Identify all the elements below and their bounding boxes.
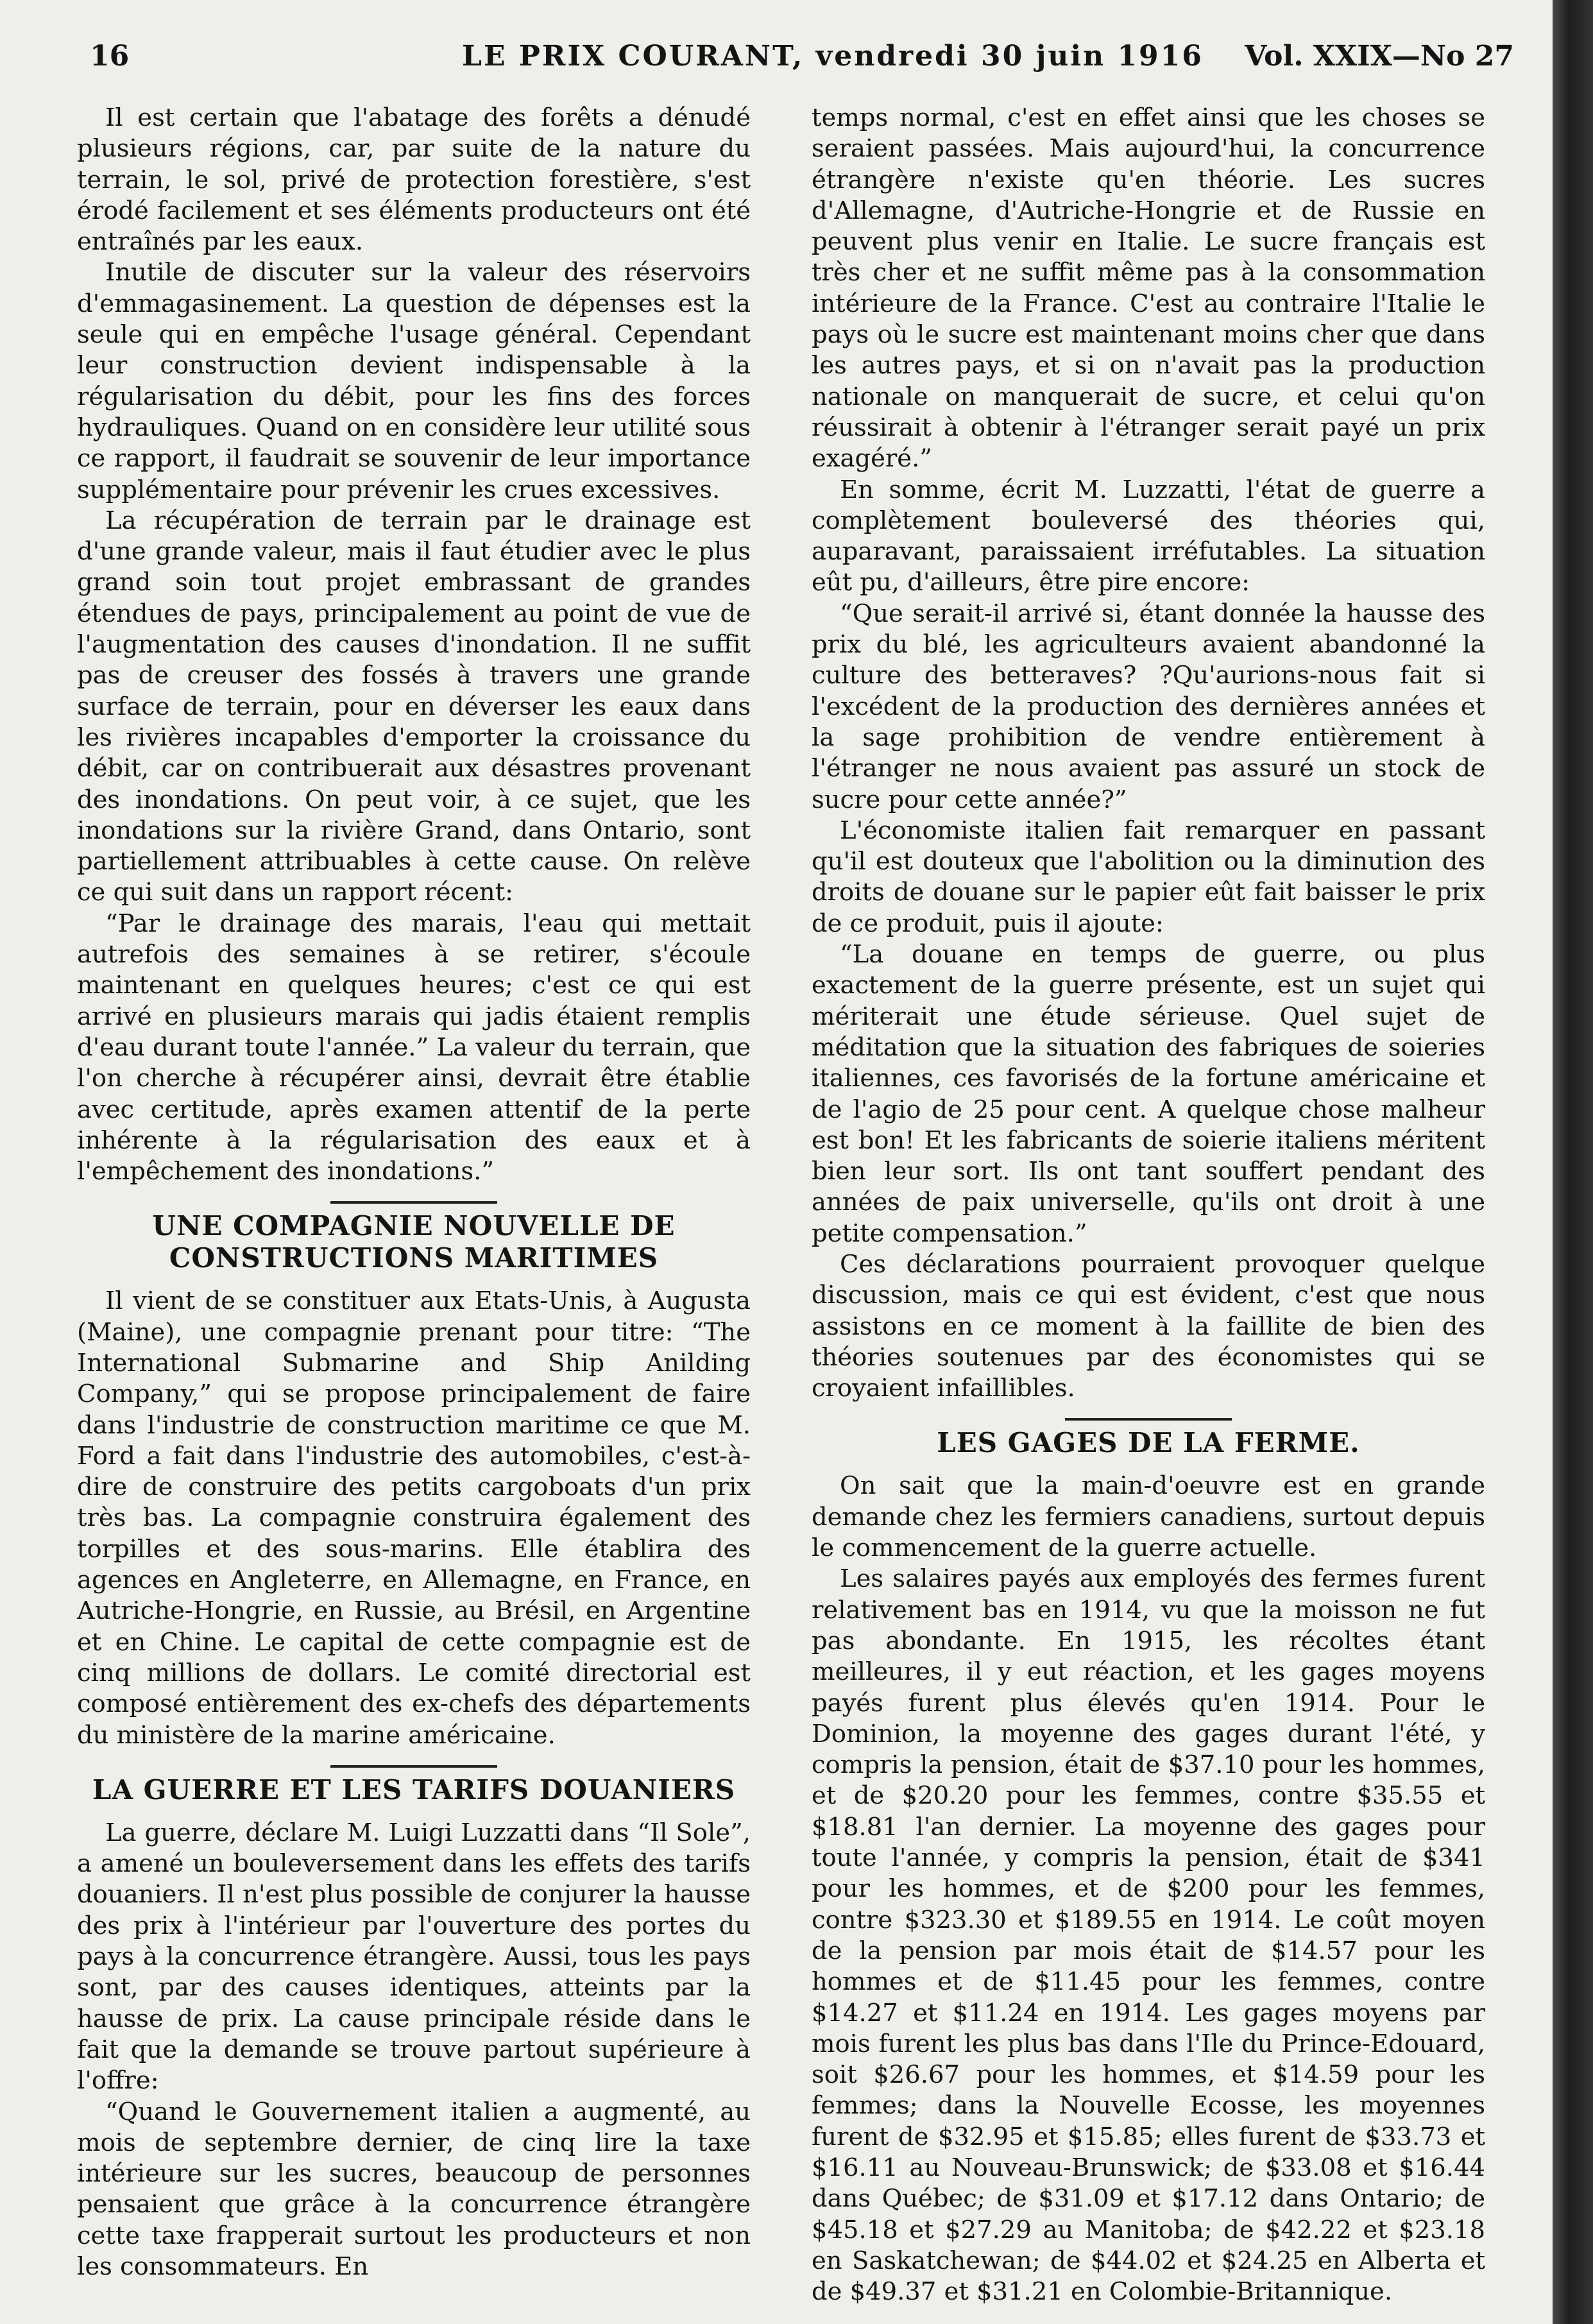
left-column bbox=[77, 103, 751, 2281]
paragraph: Inutile de discuter sur la valeur des réservoirs d'emmagasinement. La question de dépenses est la seule qui en empêche l'usage général. Cependant leur construction devient indispensable à la régularisation du débit, pour les fins des forces hydrauliques. Quand on en considère leur utilité sous ce rapport, il faudrait se souvenir de leur importance supplémentaire pour prévenir les crues excessives. bbox=[77, 258, 751, 504]
right-column bbox=[812, 103, 1485, 2307]
page-header bbox=[83, 40, 1521, 78]
publication-title: LE PRIX COURANT, vendredi 30 juin 1916 bbox=[462, 40, 1204, 73]
paragraph: Ces déclarations pourraient provoquer quelque discussion, mais ce qui est évident, c'est que nous assistons en ce moment à la faillite de bien des théories soutenues par des économistes qui se croyaient infaillibles. bbox=[812, 1249, 1485, 1403]
paragraph: “La douane en temps de guerre, ou plus exactement de la guerre présente, est un sujet qui mériterait une étude sérieuse. Quel sujet de méditation que la situation des fabriques de soieries italiennes, ces favorisés de la fortune américaine et de l'agio de 25 pour cent. A quelque chose malheur est bon! Et les fabricants de soierie italiens méritent bien leur sort. Ils ont tant souffert pendant des années de paix universelle, qu'ils ont droit à une petite compensation.” bbox=[812, 940, 1485, 1248]
paragraph: “Que serait-il arrivé si, étant donnée la hausse des prix du blé, les agriculteurs avaient abandonné la culture des betteraves? ?Qu'aurions-nous fait si l'excédent de la production des dernières années et la sage prohibition de vendre entièrement à l'étranger ne nous avaient pas assuré un stock de sucre pour cette année?” bbox=[812, 599, 1485, 814]
page-edge-shadow bbox=[1553, 0, 1593, 2324]
section-heading: LES GAGES DE LA FERME. bbox=[937, 1427, 1360, 1459]
paragraph: La récupération de terrain par le drainage est d'une grande valeur, mais il faut étudier avec le plus grand soin tout projet embrassant de grandes étendues de pays, principalement au point de vue de l'augmentation des causes d'inondation. Il ne suffit pas de creuser des fossés à travers une grande surface de terrain, pour en déverser les eaux dans les rivières incapables d'emporter la croissance du débit, car on contribuerait aux désastres provenant des inondations. On peut voir, à ce sujet, que les inondations sur la rivière Grand, dans Ontario, sont partiellement attribuables à cette cause. On relève ce qui suit dans un rapport récent: bbox=[77, 506, 751, 907]
section-heading: UNE COMPAGNIE NOUVELLE DE CONSTRUCTIONS MARITIMES bbox=[152, 1210, 676, 1274]
paragraph: En somme, écrit M. Luzzatti, l'état de guerre a complètement bouleversé des théories qui, auparavant, paraissaient irréfutables. La situation eût pu, d'ailleurs, être pire encore: bbox=[812, 475, 1485, 597]
paragraph: La guerre, déclare M. Luigi Luzzatti dans “Il Sole”, a amené un bouleversement dans les effets des tarifs douaniers. Il n'est plus possible de conjurer la hausse des prix à l'intérieur par l'ouverture des portes du pays à la concurrence étrangère. Aussi, tous les pays sont, par des causes identiques, atteints par la hausse de prix. La cause principale réside dans le fait que la demande se trouve partout supérieure à l'offre: bbox=[77, 1818, 751, 2096]
paragraph: On sait que la main-d'oeuvre est en grande demande chez les fermiers canadiens, surtout depuis le commencement de la guerre actuelle. bbox=[812, 1471, 1485, 1563]
page-number: 16 bbox=[90, 40, 130, 73]
section-divider bbox=[330, 1765, 497, 1768]
paragraph: “Par le drainage des marais, l'eau qui mettait autrefois des semaines à se retirer, s'écoule maintenant en quelques heures; c'est ce qui est arrivé en plusieurs marais qui jadis étaient remplis d'eau durant toute l'année.” La valeur du terrain, que l'on cherche à récupérer ainsi, devrait être établie avec certitude, après examen attentif de la perte inhérente à la régularisation des eaux et à l'empêchement des inondations.” bbox=[77, 909, 751, 1186]
paragraph: Il est certain que l'abatage des forêts a dénudé plusieurs régions, car, par suite de la nature du terrain, le sol, privé de protection forestière, s'est érodé facilement et ses éléments producteurs ont été entraînés par les eaux. bbox=[77, 103, 751, 257]
paragraph: Il vient de se constituer aux Etats-Unis, à Augusta (Maine), une compagnie prenant pour titre: “The International Submarine and Ship Anilding Company,” qui se propose principalement de faire dans l'industrie de construction maritime ce que M. Ford a fait dans l'industrie des automobiles, c'est-à-dire de construire des petits cargoboats d'un prix très bas. La compagnie construira également des torpilles et des sous-marins. Elle établira des agences en Angleterre, en Allemagne, en France, en Autriche-Hongrie, en Russie, au Brésil, en Argentine et en Chine. Le capital de cette compagnie est de cinq millions de dollars. Le comité directorial est composé entièrement des ex-chefs des départements du ministère de la marine américaine. bbox=[77, 1286, 751, 1750]
paragraph: “Quand le Gouvernement italien a augmenté, au mois de septembre dernier, de cinq lire la taxe intérieure sur les sucres, beaucoup de personnes pensaient que grâce à la concurrence étrangère cette taxe frapperait surtout les producteurs et non les consommateurs. En bbox=[77, 2097, 751, 2281]
section-divider bbox=[1065, 1418, 1232, 1421]
section-divider bbox=[330, 1201, 497, 1204]
section-heading: LA GUERRE ET LES TARIFS DOUANIERS bbox=[92, 1773, 736, 1806]
volume-number: Vol. XXIX—No 27 bbox=[1245, 40, 1514, 73]
paragraph: temps normal, c'est en effet ainsi que les choses se seraient passées. Mais aujourd'hui, la concurrence étrangère n'existe qu'en théorie. Les sucres d'Allemagne, d'Autriche-Hongrie et de Russie en peuvent plus venir en Italie. Le sucre français est très cher et ne suffit même pas à la consommation intérieure de la France. C'est au contraire l'Italie le pays où le sucre est maintenant moins cher que dans les autres pays, et si on n'avait pas la production nationale on manquerait de sucre, et celui qu'on réussirait à obtenir à l'étranger serait payé un prix exagéré.” bbox=[812, 103, 1485, 474]
paragraph: L'économiste italien fait remarquer en passant qu'il est douteux que l'abolition ou la diminution des droits de douane sur le papier eût fait baisser le prix de ce produit, puis il ajoute: bbox=[812, 816, 1485, 938]
paragraph: Les salaires payés aux employés des fermes furent relativement bas en 1914, vu que la moisson ne fut pas abondante. En 1915, les récoltes étant meilleures, il y eut réaction, et les gages moyens payés furent plus élevés qu'en 1914. Pour le Dominion, la moyenne des gages durant l'été, y compris la pension, était de $37.10 pour les hommes, et de $20.20 pour les femmes, contre $35.55 et $18.81 l'an dernier. La moyenne des gages pour toute l'année, y compris la pension, était de $341 pour les hommes, et de $200 pour les femmes, contre $323.30 et $189.55 en 1914. Le coût moyen de la pension par mois était de $14.57 pour les hommes et de $11.45 pour les femmes, contre $14.27 et $11.24 en 1914. Les gages moyens par mois furent les plus bas dans l'Ile du Prince-Edouard, soit $26.67 pour les hommes, et $14.59 pour les femmes; dans la Nouvelle Ecosse, les moyennes furent de $32.95 et $15.85; elles furent de $33.73 et $16.11 au Nouveau-Brunswick; de $33.08 et $16.44 dans Québec; de $31.09 et $17.12 dans Ontario; de $45.18 et $27.29 au Manitoba; de $42.22 et $23.18 en Saskatchewan; de $44.02 et $24.25 en Alberta et de $49.37 et $31.21 en Colombie-Britannique. bbox=[812, 1564, 1485, 2307]
